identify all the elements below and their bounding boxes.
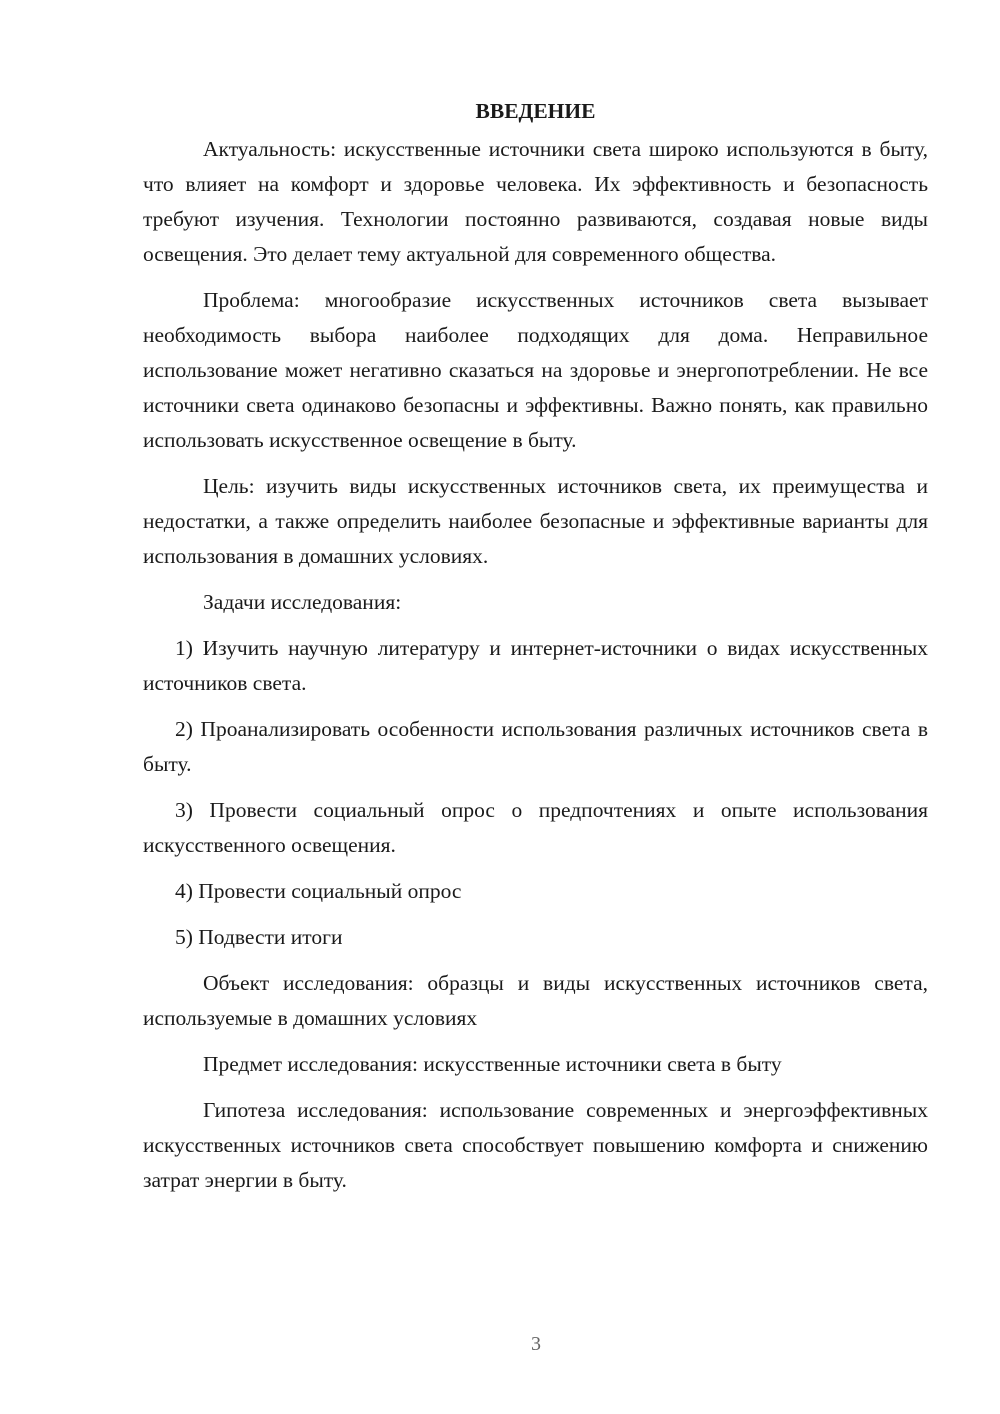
goal-paragraph: Цель: изучить виды искусственных источников света, их преимущества и недостатки, а также определить наиболее безопасные и эффективные варианты для использования в домашних условиях. — [143, 474, 928, 568]
page-number: 3 — [531, 1333, 541, 1355]
tasks-heading: Задачи исследования: — [203, 590, 402, 614]
object-paragraph: Объект исследования: образцы и виды искусственных источников света, используемые в домашних условиях — [143, 971, 928, 1030]
page-title: ВВЕДЕНИЕ — [475, 99, 596, 123]
problem-paragraph: Проблема: многообразие искусственных источников света вызывает необходимость выбора наиболее подходящих для дома. Неправильное использование может негативно сказаться на здоровье и энергопотреблении. Не все источники света одинаково безопасны и эффективны. Важно понять, как правильно использовать искусственное освещение в быту. — [143, 288, 928, 452]
task-item: 4) Провести социальный опрос — [175, 879, 462, 903]
task-item: 5) Подвести итоги — [175, 925, 343, 949]
subject-paragraph: Предмет исследования: искусственные источники света в быту — [203, 1052, 782, 1076]
hypothesis-paragraph: Гипотеза исследования: использование современных и энергоэффективных искусственных источников света способствует повышению комфорта и снижению затрат энергии в быту. — [143, 1098, 928, 1192]
task-item: 1) Изучить научную литературу и интернет-источники о видах искусственных источников света. — [143, 636, 928, 695]
task-item: 2) Проанализировать особенности использования различных источников света в быту. — [143, 717, 928, 776]
task-item: 3) Провести социальный опрос о предпочтениях и опыте использования искусственного освещения. — [143, 798, 928, 857]
document-body — [143, 96, 928, 1209]
relevance-paragraph: Актуальность: искусственные источники света широко используются в быту, что влияет на комфорт и здоровье человека. Их эффективность и безопасность требуют изучения. Технологии постоянно развиваются, создавая новые виды освещения. Это делает тему актуальной для современного общества. — [143, 137, 928, 266]
